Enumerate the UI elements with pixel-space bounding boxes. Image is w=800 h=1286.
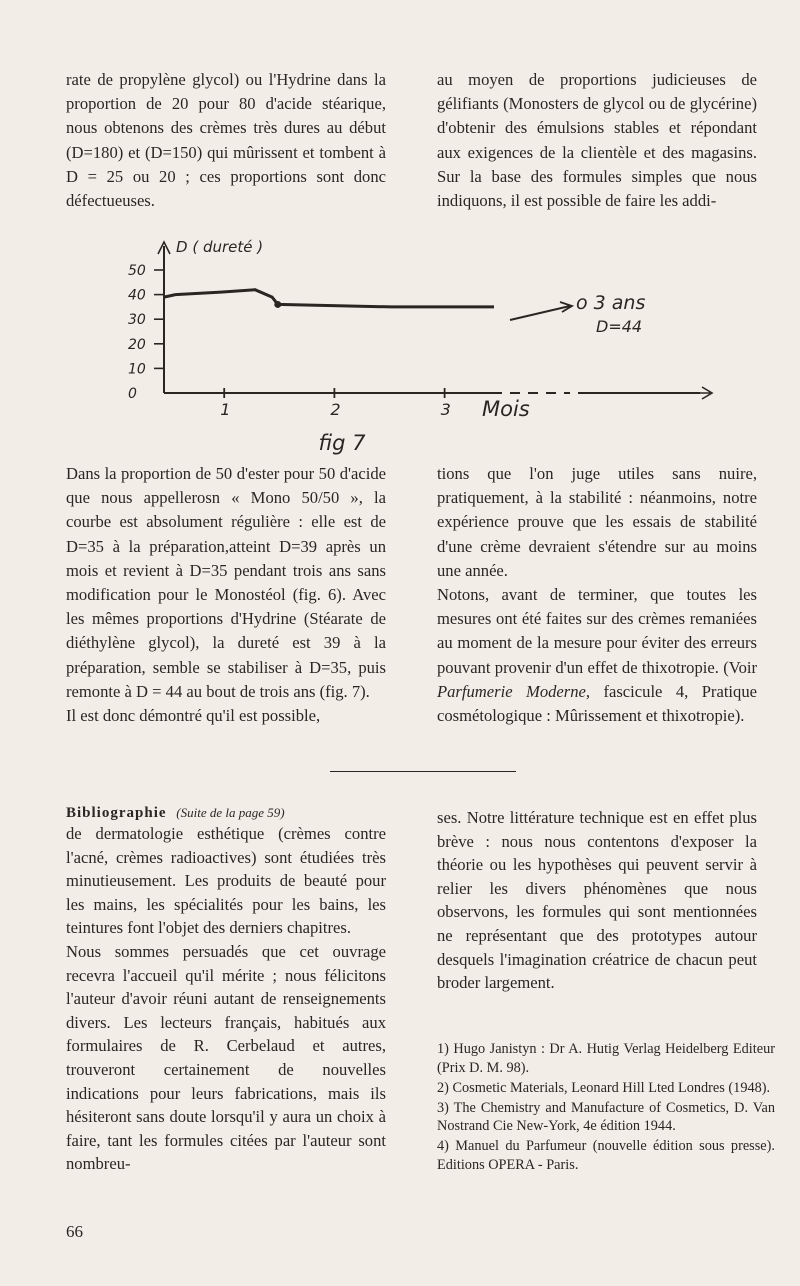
- paragraph: Nous sommes persuadés que cet ouvrage recevra l'accueil qu'il mérite ; nous félicitons l'auteur d'avoir réuni autant de renseignements divers. Les lecteurs français, habitués aux formulaires de R. Cerbelaud et autres, trouveront certainement de nouvelles indications pour leurs fabrications, mais ils hésiteront sans doute lorsqu'il y aura un choix à faire, tant les formules citées par l'auteur sont nombreu-: [66, 941, 386, 1174]
- annotation-arrow: [510, 306, 570, 320]
- annotation-value: D=44: [596, 317, 643, 336]
- x-tick-label: 1: [220, 400, 231, 419]
- x-tick-label: 2: [330, 400, 341, 419]
- paragraph: Dans la proportion de 50 d'ester pour 50 d'acide que nous appellerosn « Mono 50/50 », la courbe est absolument régulière : elle est de D=35 à la préparation,atteint D=39 après un mois et revient à D=35 pendant trois ans sans modification pour le Monostéol (fig. 6). Avec les mêmes proportions d'Hydrine (Stéarate de diéthylène glycol), la dureté est 39 à la préparation, semble se stabiliser à D=35, puis remonte à D = 44 au bout de trois ans (fig. 7).: [66, 464, 386, 701]
- y-axis-title: D ( dureté ): [176, 238, 264, 256]
- column-bottom-right: [437, 806, 757, 995]
- three-year-annotation: [510, 292, 645, 336]
- figure-7-chart: [100, 228, 740, 463]
- paragraph: au moyen de proportions judicieuses de gélifiants (Monosters de glycol ou de glycérine) d'obtenir des émulsions stables et répondant aux exigences de la clientèle et des magasins. Sur la base des formules simples que nous indiquons, il est possible de faire les addi-: [437, 70, 757, 211]
- ticks: [128, 263, 451, 419]
- footnote: 3) The Chemistry and Manufacture of Cosmetics, D. Van Nostrand Cie New-York, 4e édition 1944.: [437, 1099, 775, 1135]
- y-tick-label: 20: [128, 336, 146, 353]
- x-tick-label: 3: [440, 400, 451, 419]
- paragraph: de dermatologie esthétique (crèmes contre l'acné, crèmes radioactives) sont étudiées très minutieusement. Les produits de beauté pour les mains, les spécialités pour les bains, les teintures font l'objet des derniers chapitres.: [66, 824, 386, 938]
- column-middle-right: [437, 462, 757, 728]
- bibliography-continuation: (Suite de la page 59): [176, 805, 285, 820]
- paragraph: rate de propylène glycol) ou l'Hydrine dans la proportion de 20 pour 80 d'acide stéarique, nous obtenons des crèmes très dures au début (D=180) et (D=150) qui mûrissent et tombent à D = 25 ou 20 ; ces proportions sont donc défectueuses.: [66, 70, 386, 211]
- text-run: fascicule 4, Pratique cosmétologique : Mûrissement et thixotropie).: [437, 681, 757, 726]
- y-tick-label: 50: [128, 263, 146, 279]
- paragraph: ses. Notre littérature technique est en effet plus brève : nous nous contentons d'exposer la théorie ou les hypothèses qui peuvent servir à relier les divers phénomènes que nous observons, les formules qui sont mentionnées ne représentant que des prototypes autour desquels l'imagination créatrice de chacun peut broder largement.: [437, 808, 757, 993]
- y-tick-label: 30: [128, 312, 146, 329]
- figure-caption: fig 7: [318, 431, 366, 455]
- bibliography-heading: [66, 805, 285, 822]
- footnote: 2) Cosmetic Materials, Leonard Hill Lted Londres (1948).: [437, 1079, 771, 1096]
- bibliography-title: Bibliographie: [66, 805, 167, 821]
- footnotes: [437, 1040, 775, 1176]
- column-bottom-left: [66, 822, 386, 1176]
- series-line-hydrine: [164, 290, 494, 307]
- column-top-right: [437, 68, 757, 213]
- paragraph: Il est donc démontré qu'il est possible,: [66, 706, 321, 726]
- text-run: Notons, avant de terminer, que toutes les mesures ont été faites sur des crèmes remaniées au moment de la mesure pour éviter des erreurs pouvant provenir d'un effet de thixotropie. (Voir: [437, 585, 757, 677]
- journal-title: Parfumerie Moderne,: [437, 681, 591, 701]
- x-axis-arrow: [700, 387, 712, 399]
- paragraph: [437, 583, 757, 728]
- section-divider: [330, 771, 516, 772]
- y-tick-label: 40: [128, 287, 146, 304]
- annotation-label: o 3 ans: [576, 292, 646, 314]
- x-axis-title: Mois: [482, 397, 530, 421]
- data-point-1-month: [274, 301, 281, 308]
- y-tick-label: 10: [128, 361, 146, 378]
- y-tick-label: 0: [128, 386, 137, 402]
- footnote: 1) Hugo Janistyn : Dr A. Hutig Verlag Heidelberg Editeur (Prix D. M. 98).: [437, 1041, 775, 1076]
- column-top-left: [66, 68, 386, 213]
- footnote: 4) Manuel du Parfumeur (nouvelle édition sous presse). Editions OPERA - Paris.: [437, 1138, 775, 1174]
- paragraph: tions que l'on juge utiles sans nuire, pratiquement, à la stabilité : néanmoins, notre expérience prouve que les essais de stabilité d'une crème devraient s'étendre sur au moins une année.: [437, 464, 757, 580]
- column-middle-left: [66, 462, 386, 728]
- page-number: 66: [66, 1222, 83, 1241]
